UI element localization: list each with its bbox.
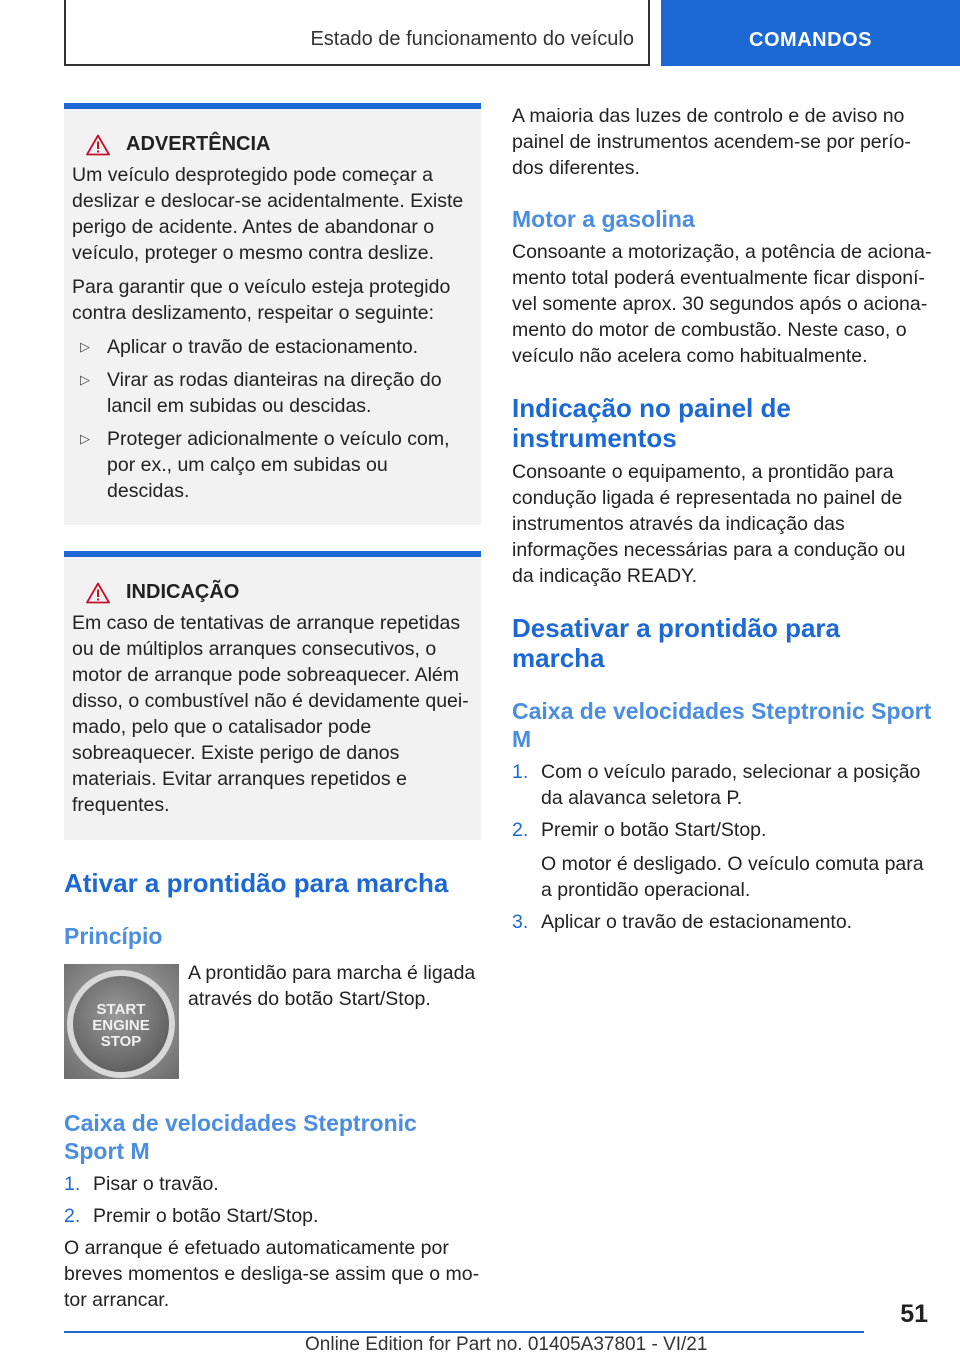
start-stop-button-image — [64, 964, 179, 1079]
step-text: Premir o botão Start/Stop. — [541, 819, 767, 841]
warning-paragraph-1: Um veículo desprotegido pode começar a deslizar e deslocar-se acidentalmente. Existe perigo de acidente. Antes de abandonar o veículo, proteger o mesmo contra deslize. — [72, 164, 464, 264]
bullet-text: Virar as rodas dianteiras na direção do lancil em subidas ou descidas. — [107, 369, 442, 417]
list-item — [64, 1171, 481, 1197]
header-chapter-title: COMANDOS — [749, 29, 872, 51]
step-text: Premir o botão Start/Stop. — [93, 1205, 319, 1227]
bullet-triangle-icon: ▷ — [80, 372, 90, 387]
right-gearbox-heading: Caixa de velocidades Steptronic Sport M — [512, 698, 932, 752]
step-text: Aplicar o travão de estacionamento. — [541, 911, 853, 933]
principle-block — [64, 964, 481, 1079]
intro-paragraph: A maioria das luzes de controlo e de aviso no painel de instrumentos acendem-se por períodos diferentes. — [512, 105, 911, 179]
list-item — [512, 909, 932, 935]
left-steps-list — [64, 1171, 481, 1229]
right-steps-list — [512, 759, 932, 935]
page-number: 51 — [900, 1300, 928, 1328]
step-number: 2. — [64, 1205, 81, 1227]
note-paragraph: Em caso de tentativas de arranque repetidas ou de múltiplos arranques consecutivos, o motor de arranque pode sobreaquecer. Além disso, o combustível não é devidamente queimado, pelo que o catalisador pode sobreaquecer. Existe perigo de danos materiais. Evitar arranques repetidos e frequentes. — [72, 612, 469, 816]
footer-edition: Online Edition for Part no. 01405A37801 - VI/21 — [305, 1334, 708, 1355]
warning-box — [64, 103, 481, 525]
principle-heading: Princípio — [64, 923, 163, 949]
footer-divider — [64, 1331, 864, 1333]
note-title: INDICAÇÃO — [126, 581, 240, 603]
engine-label: ENGINE — [92, 1017, 150, 1034]
bullet-triangle-icon: ▷ — [80, 339, 90, 354]
stop-label: STOP — [100, 1033, 142, 1050]
warning-triangle-icon — [86, 582, 110, 604]
bullet-triangle-icon: ▷ — [80, 431, 90, 446]
left-gearbox-heading: Caixa de velocidades Steptronic Sport M — [64, 1110, 417, 1164]
list-item — [72, 426, 473, 504]
note-title-row — [86, 581, 473, 604]
warning-title: ADVERTÊNCIA — [126, 133, 271, 155]
list-item — [72, 334, 473, 360]
principle-text: A prontidão para marcha é ligada através do botão Start/Stop. — [188, 962, 476, 1010]
warning-bullet-list — [72, 334, 473, 504]
display-paragraph: Consoante o equipamento, a prontidão para condução ligada é representada no painel de instrumentos através da indicação das informações necessárias para a condução ou da indicação READY. — [512, 461, 906, 587]
start-result-text: O arranque é efetuado automaticamente por breves momentos e desliga-se assim que o motor arrancar. — [64, 1237, 480, 1311]
step-subtext: O motor é desligado. O veículo comuta para a prontidão operacional. — [541, 853, 924, 901]
petrol-paragraph: Consoante a motorização, a potência de acionamento total poderá eventualmente ficar disponível somente aprox. 30 segundos após o acionamento do motor de combustão. Neste caso, o veículo não acelera como habitualmente. — [512, 241, 932, 367]
warning-triangle-icon — [86, 134, 110, 156]
activate-heading: Ativar a prontidão para marcha — [64, 868, 449, 898]
step-text: Com o veículo parado, selecionar a posição da alavanca seletora P. — [541, 761, 921, 809]
header-section-title: Estado de funcionamento do veículo — [310, 28, 634, 50]
header-section-box — [64, 0, 650, 66]
step-text: Pisar o travão. — [93, 1173, 219, 1195]
note-box — [64, 551, 481, 840]
deactivate-heading: Desativar a prontidão para marcha — [512, 613, 840, 673]
step-number: 2. — [512, 819, 529, 841]
left-column — [64, 103, 481, 1313]
right-column — [512, 103, 932, 941]
start-engine-stop-icon — [64, 964, 179, 1079]
step-number: 3. — [512, 911, 529, 933]
step-number: 1. — [512, 761, 529, 783]
bullet-text: Aplicar o travão de estacionamento. — [107, 336, 419, 358]
header-chapter-tab — [661, 0, 960, 66]
warning-title-row — [86, 133, 473, 156]
petrol-heading: Motor a gasolina — [512, 206, 695, 232]
display-heading: Indicação no painel de instrumentos — [512, 393, 791, 453]
start-label: START — [96, 1001, 146, 1018]
list-item — [72, 367, 473, 419]
list-item — [512, 759, 932, 811]
list-item — [512, 817, 932, 903]
warning-paragraph-2: Para garantir que o veículo esteja protegido contra deslizamento, respeitar o seguinte: — [72, 276, 451, 324]
bullet-text: Proteger adicionalmente o veículo com, por ex., um calço em subidas ou descidas. — [107, 428, 450, 502]
step-number: 1. — [64, 1173, 81, 1195]
list-item — [64, 1203, 481, 1229]
